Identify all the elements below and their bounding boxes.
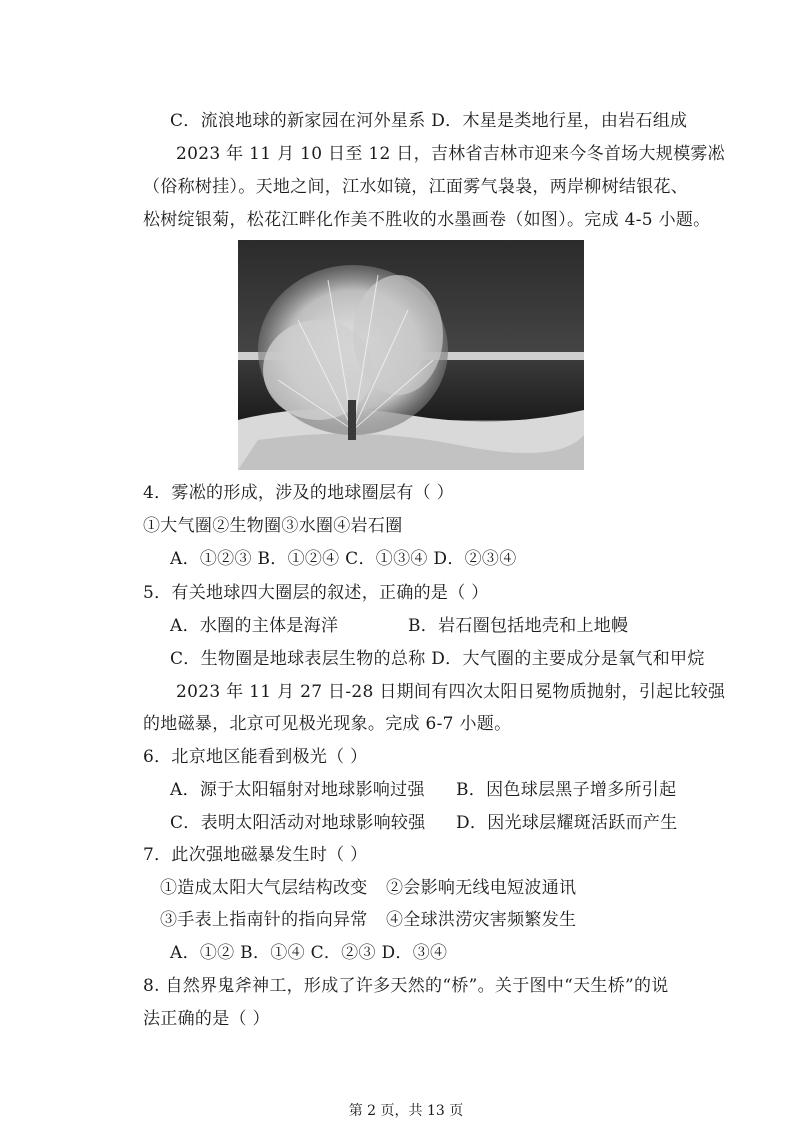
passage-line: 松树绽银菊，松花江畔化作美不胜收的水墨画卷（如图）。完成 4-5 小题。 xyxy=(143,210,711,230)
page-footer: 第 2 页，共 13 页 xyxy=(348,1103,464,1119)
question-6-option-c: C．表明太阳活动对地球影响较强 xyxy=(170,813,426,833)
question-4-items: ①大气圈②生物圈③水圈④岩石圈 xyxy=(143,516,403,536)
question-4-stem: 4．雾凇的形成，涉及的地球圈层有（ ） xyxy=(143,483,454,503)
question-5-option-cd: C．生物圈是地球表层生物的总称 D．大气圈的主要成分是氧气和甲烷 xyxy=(170,649,705,669)
passage-2-line: 2023 年 11 月 27 日-28 日期间有四次太阳日冕物质抛射，引起比较强 xyxy=(176,682,726,702)
question-7-options: A．①② B．①④ C．②③ D．③④ xyxy=(170,943,448,963)
question-7-item-1: ①造成太阳大气层结构改变 xyxy=(160,878,368,898)
question-5-option-a: A．水圈的主体是海洋 xyxy=(170,616,339,636)
question-8-stem-cont: 法正确的是（ ） xyxy=(143,1009,270,1029)
question-6-option-b: B．因色球层黑子增多所引起 xyxy=(456,780,677,800)
passage-line: （俗称树挂）。天地之间，江水如镜，江面雾气袅袅，两岸柳树结银花、 xyxy=(143,177,689,197)
option-line-cd: C．流浪地球的新家园在河外星系 D．木星是类地行星，由岩石组成 xyxy=(170,111,688,131)
question-8-stem: 8. 自然界鬼斧神工，形成了许多天然的“桥”。关于图中“天生桥”的说 xyxy=(143,976,669,996)
passage-line: 2023 年 11 月 10 日至 12 日，吉林省吉林市迎来今冬首场大规模雾凇 xyxy=(176,144,725,164)
question-7-stem: 7．此次强地磁暴发生时（ ） xyxy=(143,845,368,865)
question-6-option-d: D．因光球层耀斑活跃而产生 xyxy=(456,813,678,833)
question-7-item-4: ④全球洪涝灾害频繁发生 xyxy=(386,910,577,930)
passage-2-line: 的地磁暴，北京可见极光现象。完成 6-7 小题。 xyxy=(143,714,512,734)
question-7-item-2: ②会影响无线电短波通讯 xyxy=(386,878,577,898)
question-5-stem: 5．有关地球四大圈层的叙述，正确的是（ ） xyxy=(143,583,489,603)
question-7-item-3: ③手表上指南针的指向异常 xyxy=(160,910,368,930)
question-6-stem: 6．北京地区能看到极光（ ） xyxy=(143,747,368,767)
question-4-options: A．①②③ B．①②④ C．①③④ D．②③④ xyxy=(170,549,517,569)
rime-tree-photo xyxy=(238,240,584,470)
question-5-option-b: B．岩石圈包括地壳和上地幔 xyxy=(408,616,629,636)
question-6-option-a: A．源于太阳辐射对地球影响过强 xyxy=(170,780,425,800)
